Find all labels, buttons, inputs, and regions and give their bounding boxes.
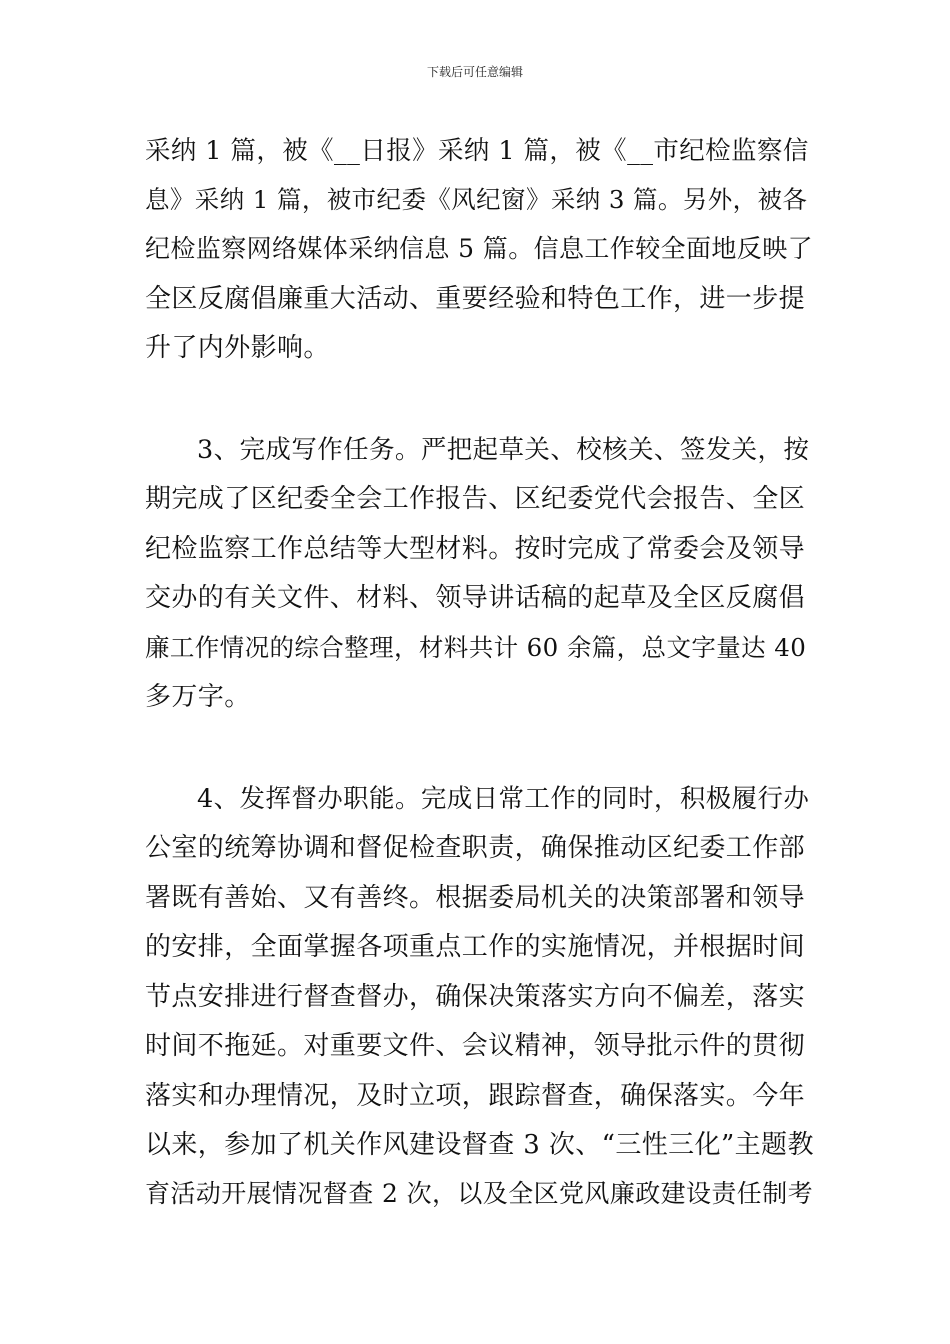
- paragraph-line: 3、完成写作任务。严把起草关、校核关、签发关，按: [197, 435, 810, 465]
- paragraph-line: 升了内外影响。: [145, 333, 330, 363]
- paragraph-line: 署既有善始、又有善终。根据委局机关的决策部署和领导: [145, 883, 806, 913]
- paragraph-line: 采纳 1 篇，被《__日报》采纳 1 篇，被《__市纪检监察信: [145, 136, 809, 166]
- page-header: 下载后可任意编辑: [426, 65, 523, 79]
- paragraph-line: 时间不拖延。对重要文件、会议精神，领导批示件的贯彻: [145, 1031, 806, 1061]
- paragraph-line: 纪检监察网络媒体采纳信息 5 篇。信息工作较全面地反映了: [145, 234, 814, 263]
- paragraph-line: 节点安排进行督查督办，确保决策落实方向不偏差，落实: [145, 982, 806, 1012]
- paragraph-line: 落实和办理情况，及时立项，跟踪督查，确保落实。今年: [145, 1081, 806, 1111]
- paragraph-line: 全区反腐倡廉重大活动、重要经验和特色工作，进一步提: [145, 284, 806, 314]
- paragraph-line: 廉工作情况的综合整理，材料共计 60 余篇，总文字量达 40: [145, 633, 807, 662]
- paragraph-line: 期完成了区纪委全会工作报告、区纪委党代会报告、全区: [145, 484, 806, 514]
- paragraph-line: 交办的有关文件、材料、领导讲话稿的起草及全区反腐倡: [145, 583, 806, 613]
- paragraph-line: 公室的统筹协调和督促检查职责，确保推动区纪委工作部: [145, 833, 806, 863]
- paragraph-line: 育活动开展情况督查 2 次，以及全区党风廉政建设责任制考: [145, 1179, 814, 1208]
- paragraph-line: 多万字。: [145, 682, 251, 712]
- paragraph-line: 4、发挥督办职能。完成日常工作的同时，积极履行办: [197, 784, 810, 814]
- paragraph-line: 以来，参加了机关作风建设督查 3 次、“三性三化”主题教: [145, 1130, 814, 1160]
- paragraph-line: 的安排，全面掌握各项重点工作的实施情况，并根据时间: [145, 932, 806, 962]
- paragraph-line: 纪检监察工作总结等大型材料。按时完成了常委会及领导: [145, 534, 806, 564]
- paragraph-line: 息》采纳 1 篇，被市纪委《风纪窗》采纳 3 篇。另外，被各: [145, 185, 808, 214]
